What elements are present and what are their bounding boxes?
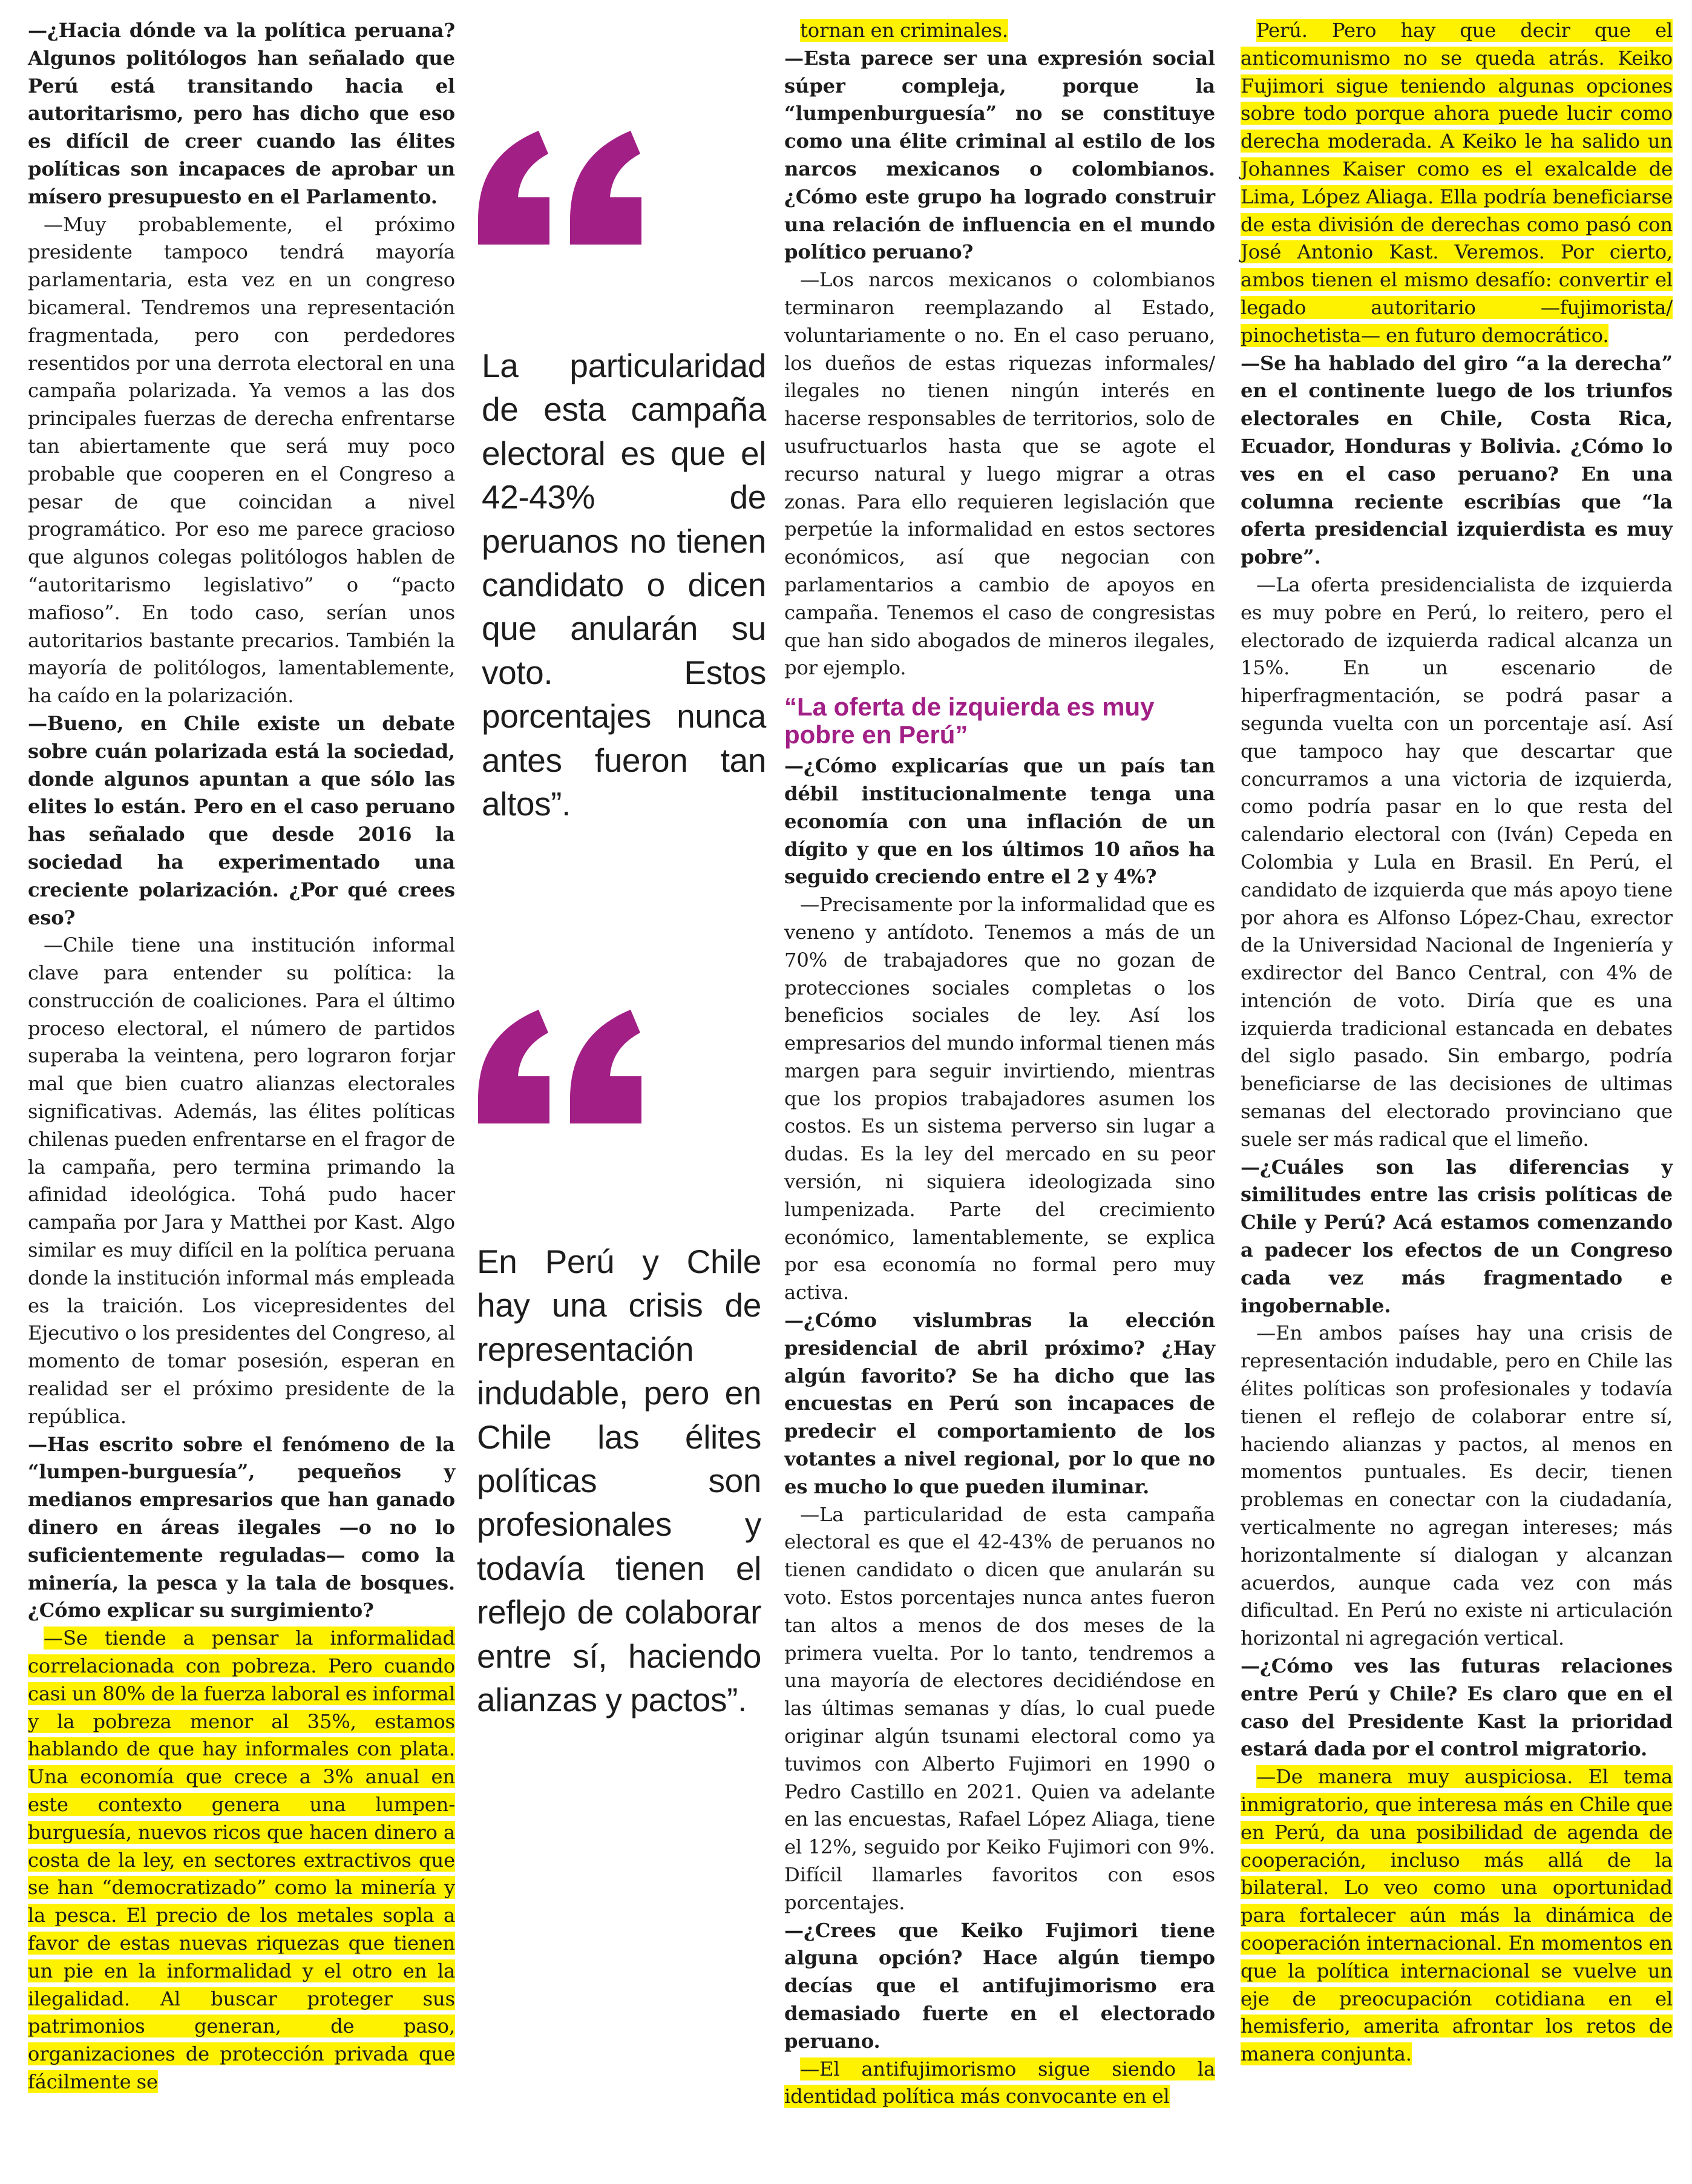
interview-answer: —Los narcos mexicanos o colombianos terminaron reemplazando al Estado, voluntariamente o no. En el caso peruano, los dueños de estas riquezas informales/ ilegales no tienen ningún interés en hacerse responsables de territorios, solo de usufructuarlos hasta que se agote el recurso natural y luego migrar a otras zonas. Para ello requieren legislación que perpetúe la informalidad en estos sectores económicos, así que negocian con parlamentarios a cambio de apoyos en campaña. Tenemos el caso de congresistas que han sido abogados de mineros ilegales, por ejemplo.	[784, 268, 1215, 680]
interview-answer-highlighted	[28, 1625, 455, 2096]
opening-quote-icon	[477, 130, 654, 245]
pull-quote-1: La particularidad de esta campaña electoral es que el 42-43% de peruanos no tienen candidato o dicen que anularán su voto. Estos porcentajes nunca antes fueron tan altos”.	[482, 347, 766, 823]
interview-question: —Bueno, en Chile existe un debate sobre cuán polarizada está la sociedad, donde algunos apuntan a que sólo las elites lo están. Pero en el caso peruano has señalado que desde 2016 la sociedad ha experimentado una creciente polarización. ¿Por qué crees eso?	[28, 711, 455, 929]
interview-answer: —En ambos países hay una crisis de representación indudable, pero en Chile las élites políticas son profesionales y todavía tienen el reflejo de colaborar entre sí, haciendo alianzas y pactos, al menos en momentos puntuales. Es decir, tienen problemas en conectar con la ciudadanía, verticalmente no agregan intereses; más horizontalmente sí dialogan y alcanzan acuerdos, aunque cada vez con más dificultad. En Perú no existe ni articulación horizontal ni agregación vertical.	[1241, 1321, 1673, 1650]
section-subheading: “La oferta de izquierda es muy pobre en Perú”	[784, 692, 1155, 749]
interview-question: —¿Crees que Keiko Fujimori tiene alguna opción? Hace algún tiempo decías que el antifujimorismo era demasiado fuerte en el electorado peruano.	[784, 1918, 1215, 2053]
interview-answer-continued	[784, 17, 1215, 45]
interview-answer-highlighted	[784, 2056, 1215, 2111]
opening-quote-icon	[477, 1008, 654, 1123]
interview-question: —¿Cómo ves las futuras relaciones entre Perú y Chile? Es claro que en el caso del Presidente Kast la prioridad estará dada por el control migratorio.	[1241, 1654, 1673, 1761]
highlighted-text: —El antifujimorismo sigue siendo la identidad política más convocante en el	[784, 2057, 1215, 2108]
interview-answer: —Precisamente por la informalidad que es veneno y antídoto. Tenemos a más de un 70% de trabajadores que no gozan de protecciones sociales completas o los beneficios sociales de ley. Así los empresarios del mundo informal tienen más margen para seguir invirtiendo, mientras que los propios trabajadores asumen los costos. Es un sistema perverso sin lugar a dudas. Es la ley del mercado en su peor versión, ni siquiera ideologizada sino lumpenizada. Parte del crecimiento económico, lamentablemente, se explica por esa economía no formal pero muy activa.	[784, 893, 1215, 1304]
interview-question: —Esta parece ser una expresión social súper compleja, porque la “lumpenburguesía” no se constituye como una élite criminal al estilo de los narcos mexicanos o colombianos. ¿Cómo este grupo ha logrado construir una relación de influencia en el mundo político peruano?	[784, 46, 1215, 264]
interview-question: —¿Cuáles son las diferencias y similitudes entre las crisis políticas de Chile y Perú? Acá estamos comenzando a padecer los efectos de un Congreso cada vez más fragmentado e ingobernable.	[1241, 1155, 1673, 1317]
highlighted-text: Perú. Pero hay que decir que el anticomunismo no se queda atrás. Keiko Fujimori sigue teniendo algunas opciones sobre todo porque ahora puede lucir como derecha moderada. A Keiko le ha salido un Johannes Kaiser como es el exalcalde de Lima, López Aliaga. Ella podría beneficiarse de esta división de derechas como pasó con José Antonio Kast. Veremos. Por cierto, ambos tienen el mismo desafío: convertir el legado autoritario —fujimorista/ pinochetista— en futuro democrático.	[1241, 19, 1673, 347]
interview-answer: —Chile tiene una institución informal clave para entender su política: la construcción de coaliciones. Para el último proceso electoral, el número de partidos superaba la veintena, pero lograron forjar mal que bien cuatro alianzas electorales significativas. Además, las élites políticas chilenas pueden enfrentarse en el fragor de la campaña, pero termina primando la afinidad ideológica. Tohá pudo hacer campaña por Jara y Matthei por Kast. Algo similar es muy difícil en la política peruana donde la institución informal más empleada es la traición. Los vicepresidentes del Ejecutivo o los presidentes del Congreso, al momento de tomar posesión, esperan en realidad ser el próximo presidente de la república.	[28, 933, 455, 1428]
interview-answer-highlighted	[1241, 1763, 1673, 2068]
interview-question: —Se ha hablado del giro “a la derecha” en el continente luego de los triunfos electorales en Chile, Costa Rica, Ecuador, Honduras y Bolivia. ¿Cómo lo ves en el caso peruano? En una columna reciente escribías que “la oferta presidencial izquierdista es muy pobre”.	[1241, 351, 1673, 569]
text-column-3	[784, 17, 1215, 2111]
interview-answer: —La particularidad de esta campaña electoral es que el 42-43% de peruanos no tienen candidato o dicen que anularán su voto. Estos porcentajes nunca antes fueron tan altos a menos de dos meses de la primera vuelta. Por lo tanto, tendremos a una mayoría de electores decidiéndose en las últimas semanas y días, lo cual puede originar algún tsunami electoral como ya tuvimos con Alberto Fujimori en 1990 o Pedro Castillo en 2021. Quien va adelante en las encuestas, Rafael López Aliaga, tiene el 12%, seguido por Keiko Fujimori con 9%. Difícil llamarles favoritos con esos porcentajes.	[784, 1502, 1215, 1914]
text-column-1	[28, 17, 455, 2096]
text-column-4	[1241, 17, 1673, 2068]
interview-answer: —Muy probablemente, el próximo presidente tampoco tendrá mayoría parlamentaria, esta vez en un congreso bicameral. Tendremos una representación fragmentada, pero con perdedores resentidos por una derrota electoral en una campaña polarizada. Ya vemos a las dos principales fuerzas de derecha enfrentarse tan abiertamente que será muy poco probable que cooperen en el Congreso a pesar de que coincidan a nivel programático. Por eso me parece gracioso que algunos colegas politólogos hablen de “autoritarismo legislativo” o “pacto mafioso”. En todo caso, serían unos autoritarios bastante precarios. También la mayoría de politólogos, lamentablemente, ha caído en la polarización.	[28, 212, 455, 708]
highlighted-text: —De manera muy auspiciosa. El tema inmigratorio, que interesa más en Chile que en Perú, da una posibilidad de agenda de cooperación, incluso más allá de la bilateral. Lo veo como una oportunidad para fortalecer aún más la dinámica de cooperación internacional. En momentos en que la política internacional se vuelve un eje de preocupación cotidiana en el hemisferio, amerita afrontar los retos de manera conjunta.	[1241, 1765, 1673, 2066]
interview-answer: —La oferta presidencialista de izquierda es muy pobre en Perú, lo reitero, pero el electorado de izquierda radical alcanza un 15%. En un escenario de hiperfragmentación, se podrá pasar a segunda vuelta con un porcentaje así. Así que tampoco hay que descartar que concurramos a una victoria de izquierda, como podría pasar en lo que resta del calendario electoral con (Iván) Cepeda en Colombia y Lula en Brasil. En Perú, el candidato de izquierda que más apoyo tiene por ahora es Alfonso López-Chau, exrector de la Universidad Nacional de Ingeniería y exdirector del Banco Central, con 4% de intención de voto. Diría que es una izquierda tradicional estancada en debates del siglo pasado. Sin embargo, podría beneficiarse de las decisiones de ultimas semanas del electorado provinciano que suele ser más radical que el limeño.	[1241, 573, 1673, 1151]
pull-quote-2: En Perú y Chile hay una crisis de representación indudable, pero en Chile las élites políticas son profesionales y todavía tienen el reflejo de colaborar entre sí, haciendo alianzas y pactos”.	[477, 1243, 761, 1719]
interview-question: —¿Hacia dónde va la política peruana? Algunos politólogos han señalado que Perú está transitando hacia el autoritarismo, pero has dicho que eso es difícil de creer cuando las élites políticas son incapaces de aprobar un mísero presupuesto en el Parlamento.	[28, 19, 455, 208]
interview-answer-continued	[1241, 17, 1673, 350]
interview-question: —¿Cómo explicarías que un país tan débil institucionalmente tenga una economía con una inflación de un dígito y que en los últimos 10 años ha seguido creciendo entre el 2 y 4%?	[784, 754, 1215, 889]
interview-question: —¿Cómo vislumbras la elección presidencial de abril próximo? ¿Hay algún favorito? Se ha dicho que las encuestas en Perú son incapaces de predecir el comportamiento de los votantes a nivel regional, por lo que no es mucho lo que pueden iluminar.	[784, 1309, 1215, 1498]
highlighted-text: tornan en criminales.	[800, 19, 1008, 42]
interview-question: —Has escrito sobre el fenómeno de la “lumpen-burguesía”, pequeños y medianos empresarios que han ganado dinero en áreas ilegales —o no lo suficientemente reguladas— como la minería, la pesca y la tala de bosques. ¿Cómo explicar su surgimiento?	[28, 1432, 455, 1622]
highlighted-text: —Se tiende a pensar la informalidad correlacionada con pobreza. Pero cuando casi un 80% de la fuerza laboral es informal y la pobreza menor al 35%, estamos hablando de que hay informales con plata. Una economía que crece a 3% anual en este contexto genera una lumpen-burguesía, nuevos ricos que hacen dinero a costa de la ley, en sectores extractivos que se han “democratizado” como la minería y la pesca. El precio de los metales sopla a favor de estas nuevas riquezas que tienen un pie en la informalidad y el otro en la ilegalidad. Al buscar proteger sus patrimonios generan, de paso, organizaciones de protección privada que fácilmente se	[28, 1626, 455, 2093]
